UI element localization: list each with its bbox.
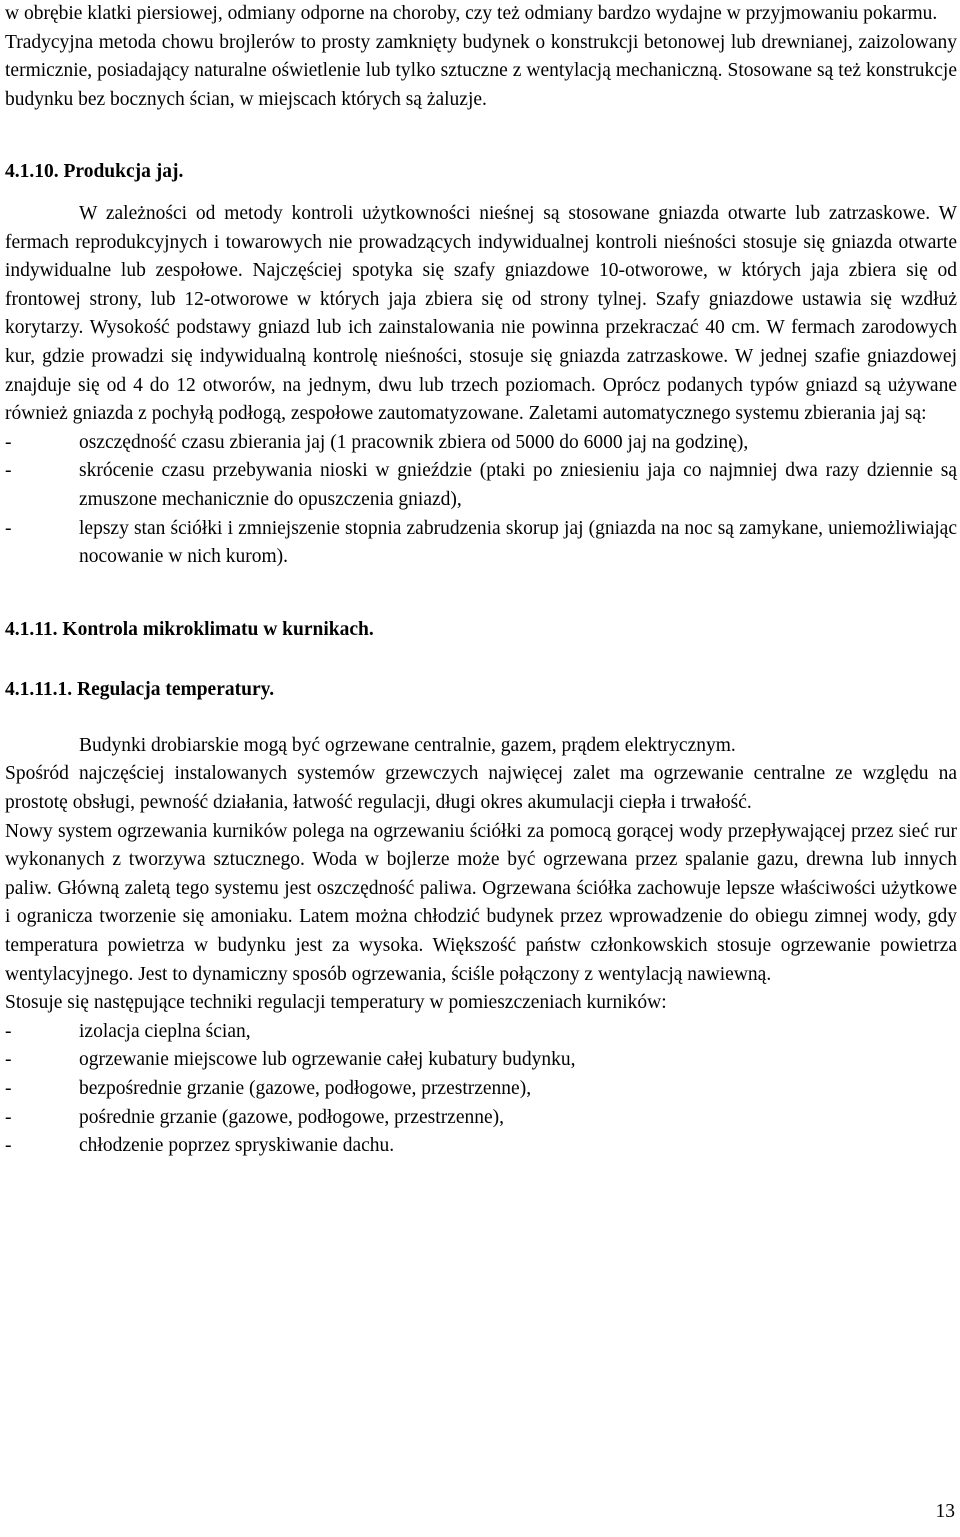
text-paragraph: Budynki drobiarskie mogą być ogrzewane centralnie, gazem, prądem elektrycznym. xyxy=(79,734,736,756)
list-marker: - xyxy=(5,1020,12,1042)
list-marker: - xyxy=(5,1049,12,1071)
list-item xyxy=(5,429,957,458)
bullet-list xyxy=(5,429,957,572)
text-paragraph: Spośród najczęściej instalowanych systemów grzewczych najwięcej zalet ma ogrzewanie centralne ze względu na prostotę obsługi, pewność działania, łatwość regulacji, długi okres akumulacji ciepła i trwałość. xyxy=(5,763,957,814)
list-item-text: ogrzewanie miejscowe lub ogrzewanie całej kubatury budynku, xyxy=(79,1049,576,1071)
text-paragraph: Stosuje się następujące techniki regulacji temperatury w pomieszczeniach kurników: xyxy=(5,992,667,1014)
list-marker: - xyxy=(5,431,12,453)
list-item-text: oszczędność czasu zbierania jaj (1 pracownik zbiera od 5000 do 6000 jaj na godzinę), xyxy=(79,431,749,453)
text-paragraph: Tradycyjna metoda chowu brojlerów to prosty zamknięty budynek o konstrukcji betonowej lub drewnianej, zaizolowany termicznie, posiadający naturalne oświetlenie lub tylko sztuczne z wentylacją mechaniczną. Stosowane są też konstrukcje budynku bez bocznych ścian, w miejscach których są żaluzje. xyxy=(5,31,957,110)
text-paragraph: W zależności od metody kontroli użytkowności nieśnej są stosowane gniazda otwarte lub zatrzaskowe. W fermach reprodukcyjnych i towarowych nie prowadzących indywidualnej kontroli nieśności stosuje się gniazda otwarte indywidualne lub zespołowe. Najczęściej spotyka się szafy gniazdowe 10-otworowe, w których jaja zbiera się od frontowej strony, lub 12-otworowe w których jaja zbiera się od strony tylnej. Szafy gniazdowe ustawia się wzdłuż korytarzy. Wysokość podstawy gniazd lub ich zainstalowania nie powinna przekraczać 40 cm. W fermach zarodowych kur, gdzie prowadzi się indywidualną kontrolę nieśności, stosuje się gniazda zatrzaskowe. W jednej szafie gniazdowej znajduje się od 4 do 12 otworów, na jednym, dwu lub trzech poziomach. Oprócz podanych typów gniazd są używane również gniazda z pochyłą podłogą, zespołowe zautomatyzowane. Zaletami automatycznego systemu zbierania jaj są: xyxy=(5,202,957,425)
text-paragraph: Nowy system ogrzewania kurników polega na ogrzewaniu ściółki za pomocą gorącej wody przepływającej przez sieć rur wykonanych z tworzywa sztucznego. Woda w bojlerze może być ogrzewana przez spalanie gazu, drewna lub innych paliw. Główną zaletą tego systemu jest oszczędność paliwa. Ogrzewana ściółka zachowuje lepsze właściwości użytkowe i ogranicza tworzenie się amoniaku. Latem można chłodzić budynek przez wprowadzenie do obiegu zimnej wody, gdy temperatura powietrza w budynku jest za wysoka. Większość państw członkowskich stosuje ogrzewanie powietrza wentylacyjnego. Jest to dynamiczny sposób ogrzewania, ściśle połączony z wentylacją nawiewną. xyxy=(5,820,957,985)
text-paragraph: w obrębie klatki piersiowej, odmiany odporne na choroby, czy też odmiany bardzo wydajne w przyjmowaniu pokarmu. xyxy=(5,3,938,24)
list-item-text: pośrednie grzanie (gazowe, podłogowe, przestrzenne), xyxy=(79,1106,505,1128)
list-item xyxy=(5,1018,957,1047)
subsection-heading: 4.1.11.1. Regulacja temperatury. xyxy=(5,679,275,701)
list-item-text: skrócenie czasu przebywania nioski w gnieździe (ptaki po zniesieniu jaja co najmniej dwa razy dziennie są zmuszone mechanicznie do opuszczenia gniazd), xyxy=(79,460,957,510)
section-heading: 4.1.11. Kontrola mikroklimatu w kurnikach. xyxy=(5,618,374,640)
bullet-list xyxy=(5,1018,957,1161)
list-item xyxy=(5,1132,957,1161)
list-item-text: izolacja cieplna ścian, xyxy=(79,1020,251,1042)
page-number: 13 xyxy=(935,1501,955,1522)
page-content xyxy=(5,0,957,1161)
list-marker: - xyxy=(5,1106,12,1128)
list-item xyxy=(5,1046,957,1075)
list-item xyxy=(5,515,957,572)
list-marker: - xyxy=(5,517,12,539)
list-item-text: lepszy stan ściółki i zmniejszenie stopnia zabrudzenia skorup jaj (gniazda na noc są zamykane, uniemożliwiając nocowanie w nich kurom). xyxy=(79,517,957,568)
list-marker: - xyxy=(5,460,12,482)
section-heading: 4.1.10. Produkcja jaj. xyxy=(5,161,184,183)
list-marker: - xyxy=(5,1078,12,1099)
list-item xyxy=(5,1075,957,1104)
list-item-text: chłodzenie poprzez spryskiwanie dachu. xyxy=(79,1135,395,1157)
list-item-text: bezpośrednie grzanie (gazowe, podłogowe, przestrzenne), xyxy=(79,1078,532,1099)
list-marker: - xyxy=(5,1135,12,1157)
list-item xyxy=(5,1104,957,1133)
list-item xyxy=(5,457,957,514)
